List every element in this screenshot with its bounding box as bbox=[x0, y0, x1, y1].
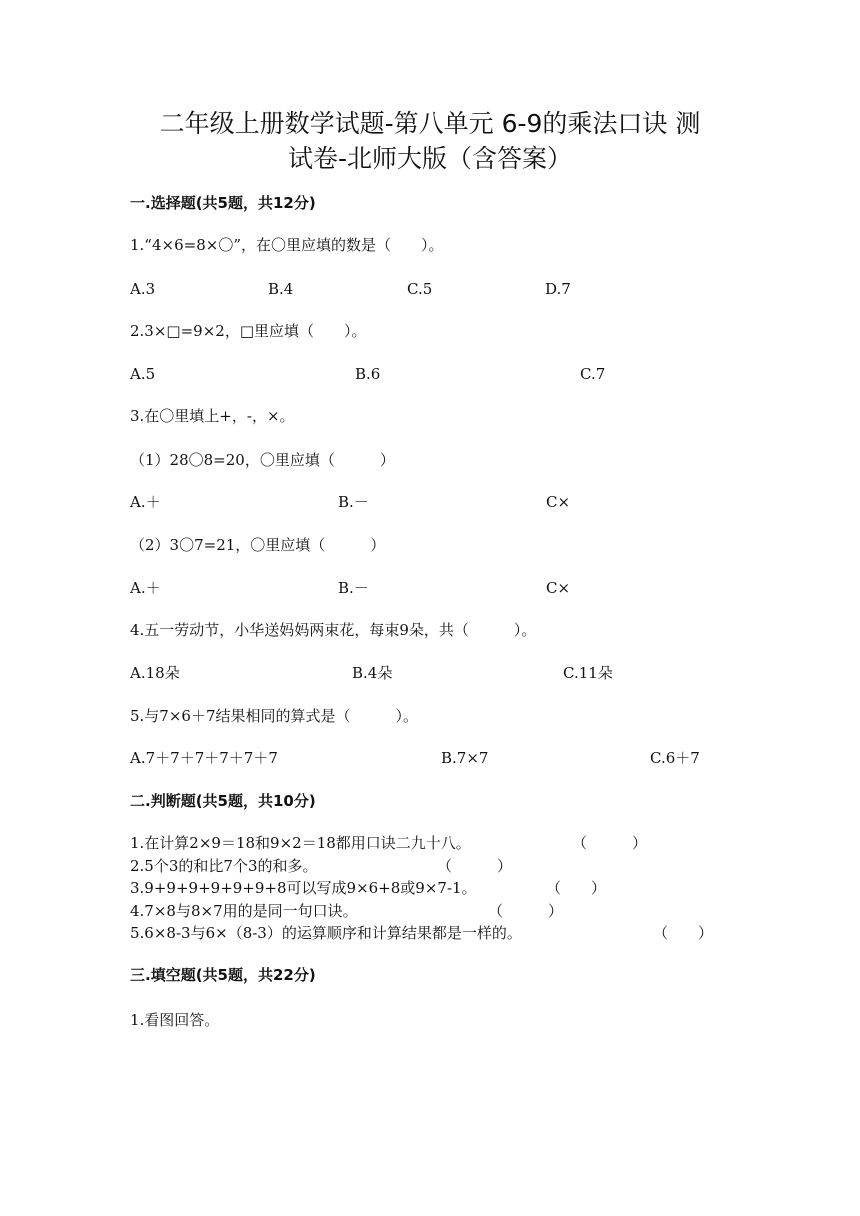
question-stem: 3.在〇里填上+，-，×。 bbox=[130, 407, 295, 425]
answer-blank: （ ） bbox=[437, 857, 513, 875]
option: C.7 bbox=[580, 365, 606, 383]
question-stem: 4.五一劳动节，小华送妈妈两束花，每束9朵，共（ ）。 bbox=[130, 621, 537, 639]
option: C.11朵 bbox=[563, 664, 613, 682]
option: A.7＋7＋7＋7＋7＋7 bbox=[130, 749, 278, 767]
option: A.＋ bbox=[130, 493, 161, 511]
option: C× bbox=[546, 493, 571, 511]
option: C.5 bbox=[407, 280, 433, 298]
question-stem: 1.“4×6=8×〇”，在〇里应填的数是（ ）。 bbox=[130, 236, 444, 254]
question-stem: 5.与7×6＋7结果相同的算式是（ ）。 bbox=[130, 707, 419, 725]
judgement-item: 3.9+9+9+9+9+9+8可以写成9×6+8或9×7-1。 bbox=[130, 879, 477, 897]
option: D.7 bbox=[545, 280, 571, 298]
option: B.4朵 bbox=[352, 664, 393, 682]
option: A.＋ bbox=[130, 579, 161, 597]
page-title-line-1: 二年级上册数学试题-第八单元 6-9的乘法口诀 测 bbox=[159, 109, 701, 138]
option: B.4 bbox=[268, 280, 294, 298]
section-heading-choice: 一.选择题(共5题，共12分) bbox=[130, 194, 316, 212]
question-stem: 2.3×□=9×2，□里应填（ ）。 bbox=[130, 322, 367, 340]
option: A.5 bbox=[130, 365, 156, 383]
option: B.7×7 bbox=[441, 749, 489, 767]
option: B.6 bbox=[355, 365, 381, 383]
answer-blank: （ ） bbox=[488, 902, 564, 920]
option: B.－ bbox=[338, 579, 369, 597]
option: A.3 bbox=[130, 280, 156, 298]
answer-blank: （ ） bbox=[653, 924, 714, 942]
section-heading-fill-blank: 三.填空题(共5题，共22分) bbox=[130, 966, 316, 984]
page-title-line-2: 试卷-北师大版（含答案） bbox=[287, 144, 573, 173]
option: C.6＋7 bbox=[650, 749, 700, 767]
question-stem: 1.看图回答。 bbox=[130, 1011, 220, 1029]
judgement-item: 4.7×8与8×7用的是同一句口诀。 bbox=[130, 902, 358, 920]
judgement-item: 2.5个3的和比7个3的和多。 bbox=[130, 857, 318, 875]
option: C× bbox=[546, 579, 571, 597]
option: B.－ bbox=[338, 493, 369, 511]
answer-blank: （ ） bbox=[546, 879, 607, 897]
option: A.18朵 bbox=[130, 664, 180, 682]
sub-question-stem: （1）28〇8=20，〇里应填（ ） bbox=[130, 451, 395, 469]
section-heading-judgement: 二.判断题(共5题，共10分) bbox=[130, 792, 316, 810]
answer-blank: （ ） bbox=[572, 834, 648, 852]
judgement-item: 1.在计算2×9＝18和9×2＝18都用口诀二九十八。 bbox=[130, 834, 471, 852]
judgement-item: 5.6×8-3与6×（8-3）的运算顺序和计算结果都是一样的。 bbox=[130, 924, 522, 942]
sub-question-stem: （2）3〇7=21，〇里应填（ ） bbox=[130, 536, 386, 554]
